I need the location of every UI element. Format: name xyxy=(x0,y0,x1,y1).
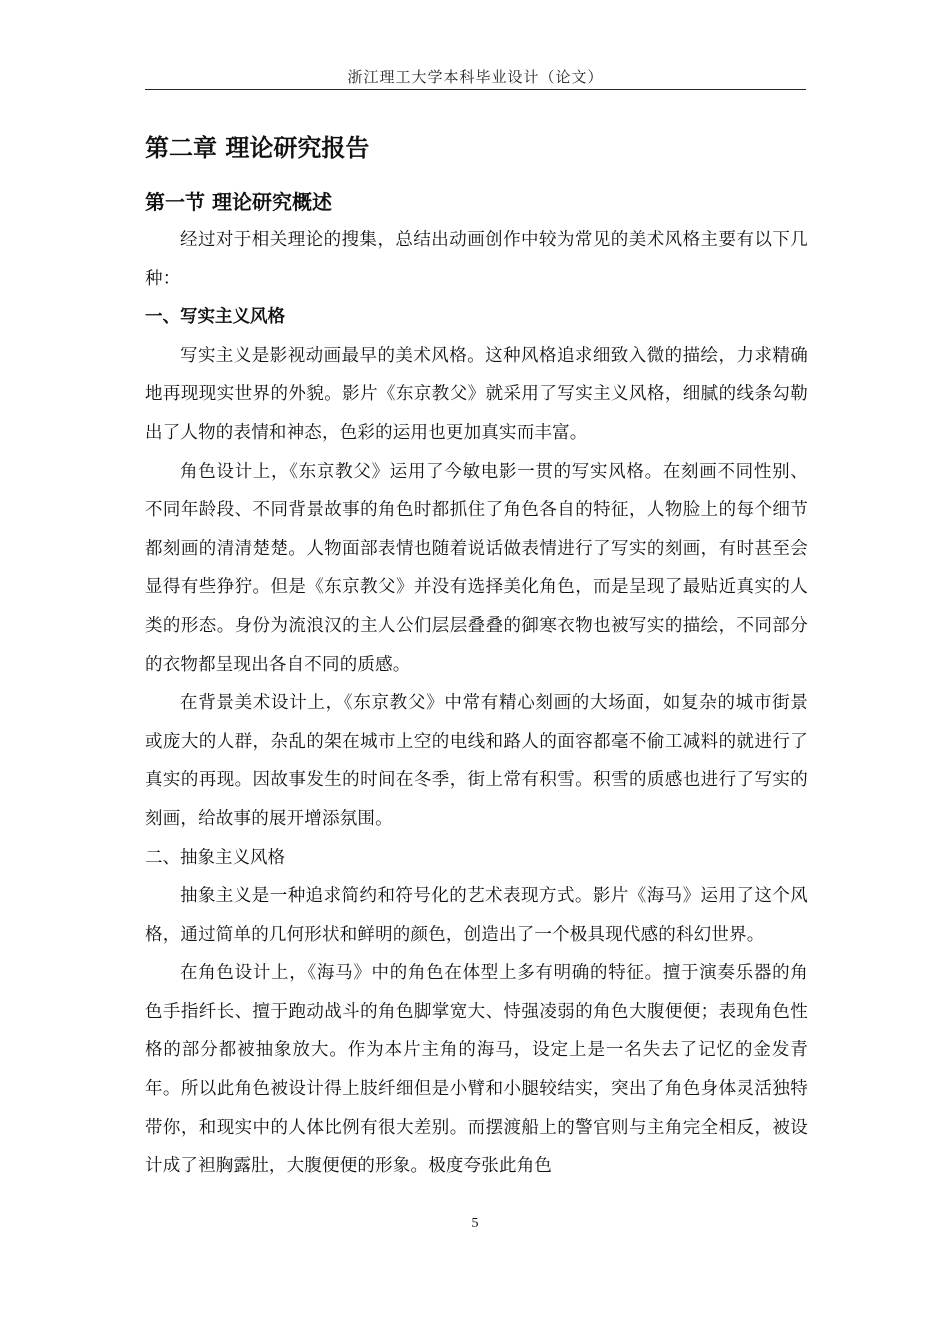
chapter-title: 第二章 理论研究报告 xyxy=(145,134,370,162)
realism-paragraph-1: 写实主义是影视动画最早的美术风格。这种风格追求细致入微的描绘，力求精确地再现现实世界的外貌。影片《东京教父》就采用了写实主义风格，细腻的线条勾勒出了人物的表情和神态，色彩的运用也更加真实而丰富。 xyxy=(145,345,808,443)
realism-heading: 一、写实主义风格 xyxy=(145,307,285,328)
realism-paragraph-2: 角色设计上，《东京教父》运用了今敏电影一贯的写实风格。在刻画不同性别、不同年龄段、不同背景故事的角色时都抓住了角色各自的特征，人物脸上的每个细节都刻画的清清楚楚。人物面部表情也随着说话做表情进行了写实的刻画，有时甚至会显得有些狰狞。但是《东京教父》并没有选择美化角色，而是呈现了最贴近真实的人类的形态。身份为流浪汉的主人公们层层叠叠的御寒衣物也被写实的描绘，不同部分的衣物都呈现出各自不同的质感。 xyxy=(145,461,808,675)
realism-paragraph-3: 在背景美术设计上，《东京教父》中常有精心刻画的大场面，如复杂的城市街景或庞大的人群，杂乱的架在城市上空的电线和路人的面容都毫不偷工减料的就进行了真实的再现。因故事发生的时间在冬季，街上常有积雪。积雪的质感也进行了写实的刻画，给故事的展开增添氛围。 xyxy=(145,693,808,829)
abstract-heading: 二、抽象主义风格 xyxy=(145,847,285,868)
intro-paragraph: 经过对于相关理论的搜集，总结出动画创作中较为常见的美术风格主要有以下几种： xyxy=(145,230,808,289)
section-title: 第一节 理论研究概述 xyxy=(145,190,332,214)
running-header: 浙江理工大学本科毕业设计（论文） xyxy=(347,68,604,86)
page-number: 5 xyxy=(471,1216,479,1231)
header-rule xyxy=(145,89,806,90)
body-text xyxy=(145,221,808,1186)
abstract-paragraph-2: 在角色设计上，《海马》中的角色在体型上多有明确的特征。擅于演奏乐器的角色手指纤长、擅于跑动战斗的角色脚掌宽大、恃强凌弱的角色大腹便便；表现角色性格的部分都被抽象放大。作为本片主角的海马，设定上是一名失去了记忆的金发青年。所以此角色被设计得上肢纤细但是小臂和小腿较结实，突出了角色身体灵活独特带你，和现实中的人体比例有很大差别。而摆渡船上的警官则与主角完全相反，被设计成了袒胸露肚，大腹便便的形象。极度夸张此角色 xyxy=(145,963,808,1177)
abstract-paragraph-1: 抽象主义是一种追求简约和符号化的艺术表现方式。影片《海马》运用了这个风格，通过简单的几何形状和鲜明的颜色，创造出了一个极具现代感的科幻世界。 xyxy=(145,886,808,945)
